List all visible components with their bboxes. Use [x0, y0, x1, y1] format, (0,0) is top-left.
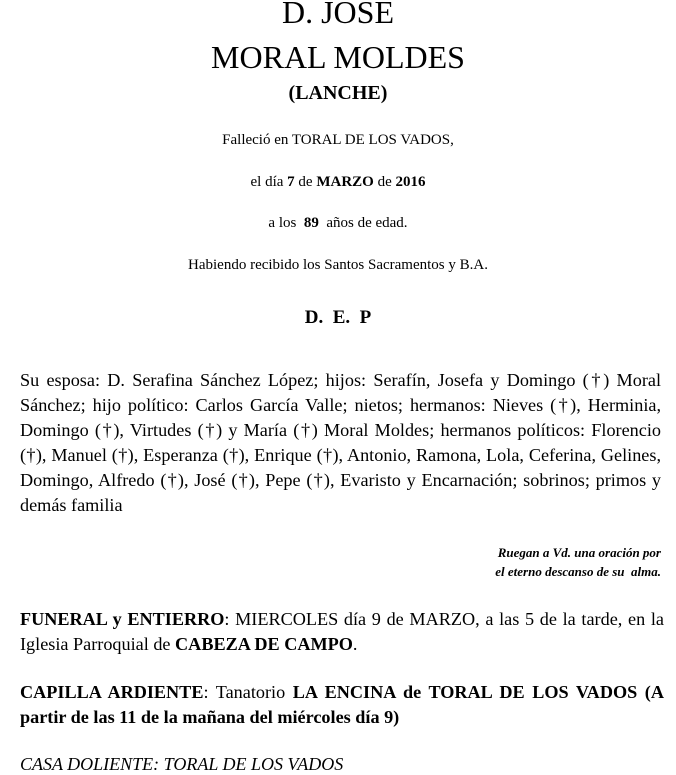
funeral-text: MIERCOLES día 9 de MARZO, a las 5 de la tarde, en la Iglesia Parroquial de: [20, 609, 664, 654]
deceased-alias: (LANCHE): [288, 82, 388, 104]
death-month: MARZO: [316, 174, 374, 190]
funeral-label: FUNERAL y ENTIERRO: [20, 609, 225, 629]
death-prefix: Falleció en: [222, 132, 289, 148]
date-de1: de: [298, 174, 313, 190]
age-line: [0, 213, 676, 233]
death-place: TORAL DE LOS VADOS,: [291, 132, 454, 148]
sacraments-line: Habiendo recibido los Santos Sacramentos y B.A.: [188, 257, 488, 273]
dep-heading: D. E. P: [304, 307, 372, 328]
casa-doliente: CASA DOLIENTE: TORAL DE LOS VADOS: [20, 754, 344, 774]
prayer-request: [261, 543, 661, 581]
deceased-name-line1: D. JOSE: [281, 0, 394, 30]
capilla-place: LA ENCINA de TORAL DE LOS VADOS (A partir de las 11 de la mañana del miércoles día 9): [20, 682, 664, 727]
death-year: 2016: [395, 174, 426, 190]
capilla-label: CAPILLA ARDIENTE: [20, 682, 204, 702]
deceased-name-line2: MORAL MOLDES: [211, 39, 465, 75]
age-suffix: años de edad.: [326, 215, 408, 231]
date-de2: de: [377, 174, 392, 190]
funeral-place: CABEZA DE CAMPO: [175, 634, 353, 654]
prayer-line1: Ruegan a Vd. una oración por: [497, 545, 661, 560]
family-paragraph: [20, 368, 661, 518]
age-prefix: a los: [268, 215, 297, 231]
funeral-end: .: [352, 634, 358, 654]
death-day: 7: [287, 174, 295, 190]
funeral-colon: :: [224, 609, 230, 629]
prayer-line2: el eterno descanso de su alma.: [495, 564, 661, 579]
capilla-paragraph: [20, 680, 664, 730]
date-prefix: el día: [250, 174, 284, 190]
age-value: 89: [303, 215, 319, 231]
family-text: Su esposa: D. Serafina Sánchez López; hijos: Serafín, Josefa y Domingo (†) Moral Sánchez; hijo político: Carlos García Valle; nietos; hermanos: Nieves (†), Herminia, Domingo (†), Virtudes (†) y María (†) Moral Moldes; hermanos políticos: Florencio (†), Manuel (†), Esperanza (†), Enrique (†), Antonio, Ramona, Lola, Ceferina, Gelines, Domingo, Alfredo (†), José (†), Pepe (†), Evaristo y Encarnación; sobrinos; primos y demás familia: [20, 370, 661, 515]
funeral-paragraph: [20, 607, 664, 657]
capilla-text: : Tanatorio: [203, 682, 293, 702]
death-place-line: [0, 130, 676, 150]
death-date-line: [0, 172, 676, 192]
